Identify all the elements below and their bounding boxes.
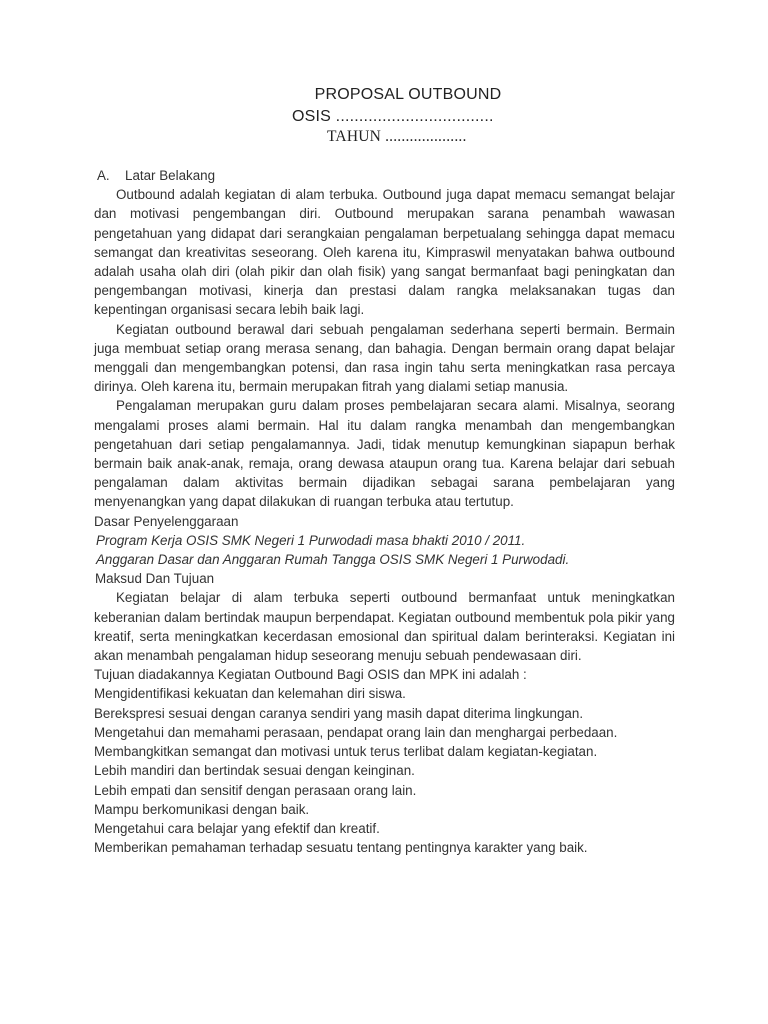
- dasar-heading: Dasar Penyelenggaraan: [94, 513, 239, 529]
- paragraph: Kegiatan belajar di alam terbuka seperti outbound bermanfaat untuk meningkatkan keberanian dalam bertindak maupun berpendapat. Kegiatan outbound membentuk pola pikir yang kreatif, serta meningkatkan kecerdasan emosional dan spiritual dalam berinteraksi. Kegiatan ini akan menambah pengalaman hidup seseorang menuju sebuah pendewasaan diri.: [94, 590, 675, 664]
- tujuan-item: Memberikan pemahaman terhadap sesuatu tentang pentingnya karakter yang baik.: [94, 840, 588, 856]
- document-subtitle-osis: OSIS ..................................: [292, 108, 494, 125]
- paragraph: Outbound adalah kegiatan di alam terbuka. Outbound juga dapat memacu semangat belajar dan motivasi pengembangan diri. Outbound merupakan sarana penambah wawasan pengetahuan yang didapat dari serangkaian pengalaman berpetualang sehingga dapat memacu semangat dan kreativitas seseorang. Oleh karena itu, Kimpraswil menyatakan bahwa outbound adalah usaha olah diri (olah pikir dan olah fisik) yang sangat bermanfaat bagi peningkatan dan pengembangan motivasi, kinerja dan prestasi dalam rangka melaksanakan tugas dan kepentingan organisasi secara lebih baik lagi.: [94, 187, 675, 318]
- tujuan-item: Lebih empati dan sensitif dengan perasaan orang lain.: [94, 782, 417, 798]
- document-subtitle-year: TAHUN ....................: [327, 128, 467, 145]
- document-body: [94, 166, 675, 857]
- paragraph: Pengalaman merupakan guru dalam proses pembelajaran secara alami. Misalnya, seorang mengalami proses alami bermain. Hal itu dalam rangka menambah dan mengembangkan pengetahuan dari setiap pengalamannya. Jadi, tidak menutup kemungkinan siapapun berhak bermain baik anak-anak, remaja, orang dewasa ataupun orang tua. Karena belajar dari sebuah pengalaman dalam aktivitas bermain dijadikan sebagai sarana pembelajaran yang menyenangkan yang dapat dilakukan di ruangan terbuka atau tertutup.: [94, 398, 675, 510]
- section-a-heading: [97, 166, 675, 185]
- dasar-item: Program Kerja OSIS SMK Negeri 1 Purwodadi masa bhakti 2010 / 2011.: [96, 532, 526, 548]
- section-a-title: Latar Belakang: [125, 168, 216, 183]
- tujuan-item: Berekspresi sesuai dengan caranya sendiri yang masih dapat diterima lingkungan.: [94, 705, 584, 721]
- tujuan-item: Mengetahui dan memahami perasaan, pendapat orang lain dan menghargai perbedaan.: [94, 724, 618, 740]
- tujuan-item: Lebih mandiri dan bertindak sesuai dengan keinginan.: [94, 763, 415, 779]
- tujuan-item: Membangkitkan semangat dan motivasi untuk terus terlibat dalam kegiatan-kegiatan.: [94, 744, 598, 760]
- tujuan-intro: Tujuan diadakannya Kegiatan Outbound Bagi OSIS dan MPK ini adalah :: [94, 667, 527, 683]
- tujuan-item: Mengidentifikasi kekuatan dan kelemahan diri siswa.: [94, 686, 406, 702]
- section-a-number: A.: [97, 168, 110, 183]
- dasar-item: Anggaran Dasar dan Anggaran Rumah Tangga OSIS SMK Negeri 1 Purwodadi.: [96, 552, 570, 568]
- paragraph: Kegiatan outbound berawal dari sebuah pengalaman sederhana seperti bermain. Bermain juga membuat setiap orang merasa senang, dan bahagia. Dengan bermain orang dapat belajar menggali dan mengembangkan potensi, dan rasa ingin tahu serta meningkatkan rasa percaya dirinya. Oleh karena itu, bermain merupakan fitrah yang dialami setiap manusia.: [94, 321, 675, 395]
- tujuan-item: Mengetahui cara belajar yang efektif dan kreatif.: [94, 820, 380, 836]
- tujuan-item: Mampu berkomunikasi dengan baik.: [94, 801, 310, 817]
- document-title: PROPOSAL OUTBOUND: [314, 86, 502, 103]
- maksud-heading: Maksud Dan Tujuan: [95, 571, 215, 587]
